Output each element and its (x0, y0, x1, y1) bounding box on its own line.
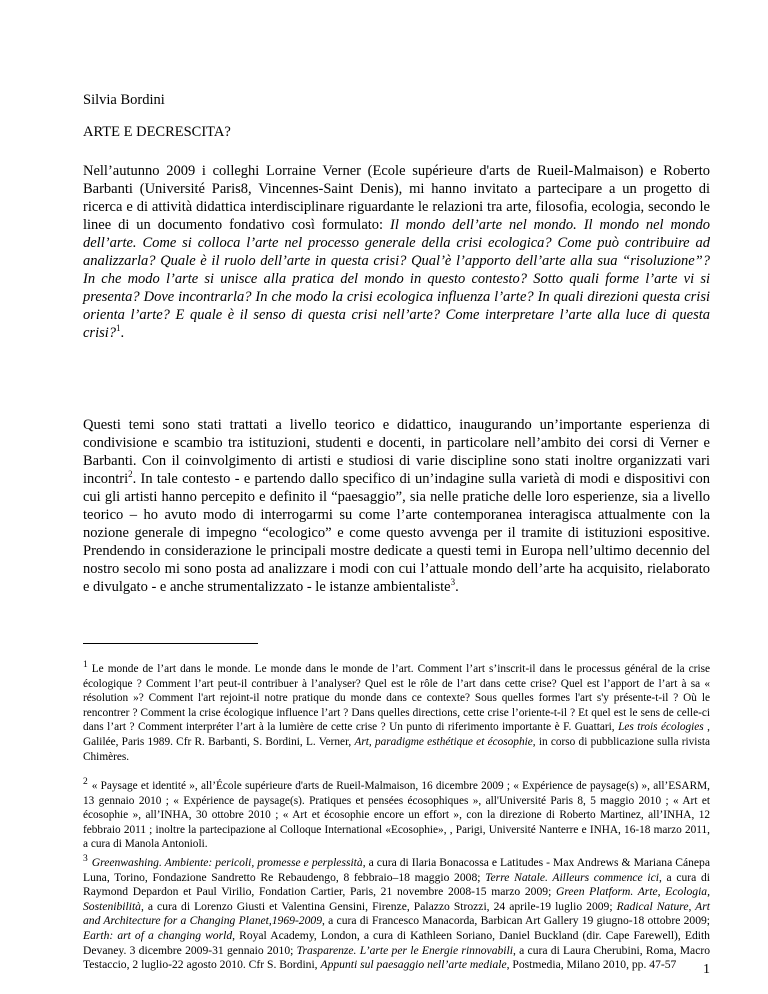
footnote-3-italic-6: Trasparenze. L’arte per le Energie rinnovabili (296, 943, 513, 957)
footnote-3-italic-1: Greenwashing. Ambiente: pericoli, promesse e perplessità (91, 856, 363, 869)
paragraph-1 (83, 162, 710, 342)
footnote-ref-3: 3 (450, 577, 456, 588)
footnote-2 (83, 779, 710, 852)
footnote-1-italic-2: Art, paradigme esthétique et écosophie (354, 735, 533, 748)
paragraph-2 (83, 416, 710, 596)
footnote-2-number: 2 (83, 777, 88, 788)
paragraph-1-text: Nell’autunno 2009 i colleghi Lorraine Verner (Ecole supérieure d'arts de Rueil-Malmaison) e Roberto Barbanti (Université Paris8, Vincennes-Saint Denis), mi hanno invitato a partecipare a un progetto di ricerca e di attività didattica interdisciplinare riguardante le relazioni tra arte, filosofia, ecologia, secondo le linee di un documento fondativo così formulato: (83, 163, 710, 233)
paragraph-1-quote: Il mondo dell’arte nel mondo. Il mondo nel mondo dell’arte. Come si colloca l’arte nel processo generale della crisi ecologica? Come può contribuire ad analizzarla? Quale è il ruolo dell’arte in questa crisi? Qual’è l’apporto dell’arte alla sua “risoluzione”? In che modo l’arte si unisce alla pratica del mondo in questo contesto? Sotto quali forme l’arte vi si presenta? Dove incontrarla? In che modo la crisi ecologica influenza l’arte? In quali direzioni questa crisi orienta l’arte? E quale è il senso di questa crisi nell’arte? Come interpretare l’arte alla luce di questa crisi? (83, 217, 710, 341)
paragraph-1-end: . (120, 325, 125, 341)
footnote-3-text-c: , a cura di Lorenzo Giusti et Valentina Gensini, Firenze, Palazzo Strozzi, 24 aprile-19 luglio 2009; (140, 899, 617, 913)
author-name: Silvia Bordini (83, 92, 165, 108)
footnote-1 (83, 662, 710, 764)
footnote-3-italic-5: Earth: art of a changing world (83, 928, 233, 942)
footnote-1-text-c: , in corso di pubblicazione sulla rivista Chimères. (83, 735, 710, 763)
footnote-3-italic-3: Green Platform. Arte, Ecologia, Sostenibilità (83, 885, 711, 913)
footnote-separator (83, 643, 258, 644)
footnote-3-text-g: , Postmedia, Milano 2010, pp. 47-57 (506, 958, 677, 972)
footnote-2-text: « Paysage et identité », all’École supérieure d'arts de Rueil-Malmaison, 16 dicembre 2009 ; « Expérience de paysage(s) », all’ESARM, 13 gennaio 2010 ; « Expérience de paysage(s). Pratiques et pensées écosophiques », all'Université Paris 8, 5 maggio 2010 ; « Art et écosophie », all’INHA, 30 ottobre 2010 ; « Art et écosophie encore un effort », con la direzione di Roberto Martinez, all’INHA, 12 febbraio 2011 ; inoltre la partecipazione al Colloque International «Ecosophie», , Parigi, Université Nanterre e INHA, 16-18 marzo 2011, a cura di Manola Antonioli. (83, 780, 710, 851)
footnote-3-text-b: , a cura di Raymond Depardon et Paul Virilio, Fondation Cartier, Paris, 21 novembre 2008-15 marzo 2009; (83, 870, 710, 899)
footnote-3-italic-2: Terre Natale. Ailleurs commence ici (485, 870, 659, 884)
footnote-1-text-b: , Galilée, Paris 1989. Cfr R. Barbanti, S. Bordini, L. Verner, (83, 721, 710, 748)
footnote-3-text-e: , Royal Academy, London, a cura di Kathleen Soriano, Daniel Buckland (dir. Cape Farewell), Edith Devaney. 3 dicembre 2009-31 gennaio 2010; (83, 928, 710, 957)
footnote-3-number: 3 (83, 854, 88, 865)
footnote-3 (83, 856, 710, 973)
paragraph-2-text-a: Questi temi sono stati trattati a livello teorico e didattico, inaugurando un’importante esperienza di condivisione e scambio tra istituzioni, studenti e docenti, in particolare nell’ambito dei corsi di Verner e Barbanti. Con il coinvolgimento di artisti e studiosi di varie discipline sono stati inoltre organizzati vari incontri (83, 417, 710, 487)
page-number: 1 (703, 962, 710, 977)
footnote-3-italic-7: Appunti sul paesaggio nell’arte mediale (320, 958, 507, 972)
footnote-3-text-a: , a cura di Ilaria Bonacossa e Latitudes - Max Andrews & Mariana Cánepa Luna, Torino, Fondazione Sandretto Re Rebaudengo, 8 febbraio–18 maggio 2008; (83, 856, 710, 884)
footnote-ref-1: 1 (116, 323, 121, 334)
footnote-3-text-d: , a cura di Francesco Manacorda, Barbican Art Gallery 19 giugno-18 ottobre 2009; (322, 914, 711, 928)
footnote-ref-2: 2 (128, 469, 133, 480)
footnote-1-number: 1 (83, 660, 88, 671)
footnote-1-text-a: Le monde de l’art dans le monde. Le monde dans le monde de l’art. Comment l’art s’inscrit-il dans le processus général de la crise écologique ? Comment l’art peut-il contribuer à l’analyser? Quel est le rôle de l’art dans cette crise? Quel est l’apport de l’art à sa « résolution »? Comment l'art rejoint-il notre pratique du monde dans ce contexte? Sous quelles formes l'art s'y présente-t-il ? Où le rencontrer ? Comment la crise écologique influence l’art ? Dans quelles directions, cette crise l’oriente-t-il ? Et quel est le sens de celle-ci dans l’art ? Comment interpréter l’art à la lumière de cette crise ? Un punto di riferimento importante è F. Guattari, (83, 663, 710, 734)
footnote-3-italic-4: Radical Nature, Art and Architecture for a Changing Planet,1969-2009 (83, 899, 710, 928)
paragraph-2-text-b: . In tale contesto - e partendo dallo specifico di un’indagine sulla varietà di modi e dispositivi con cui gli artisti hanno percepito e definito il “paesaggio”, sia nelle pratiche delle loro esperienze, sia a livello teorico – ho avuto modo di interrogarmi su come l’arte contemporanea interagisca attualmente con la nozione generale di impegno “ecologico” e come questo avvenga per il tramite di istituzioni espositive. Prendendo in considerazione le principali mostre dedicate a questi temi in Europa nell’ultimo decennio del nostro secolo mi sono posta ad analizzare i modi con cui l’attuale mondo dell’arte ha acquisito, rielaborato e divulgato - e anche strumentalizzato - le istanze ambientaliste (83, 471, 710, 595)
paragraph-2-text-c: . (455, 579, 459, 595)
footnote-1-italic-1: Les trois écologies (618, 721, 704, 734)
footnote-3-text-f: , a cura di Laura Cherubini, Roma, Macro Testaccio, 2 luglio-22 agosto 2010. Cfr S. Bordini, (83, 943, 711, 972)
document-title: ARTE E DECRESCITA? (83, 124, 231, 140)
